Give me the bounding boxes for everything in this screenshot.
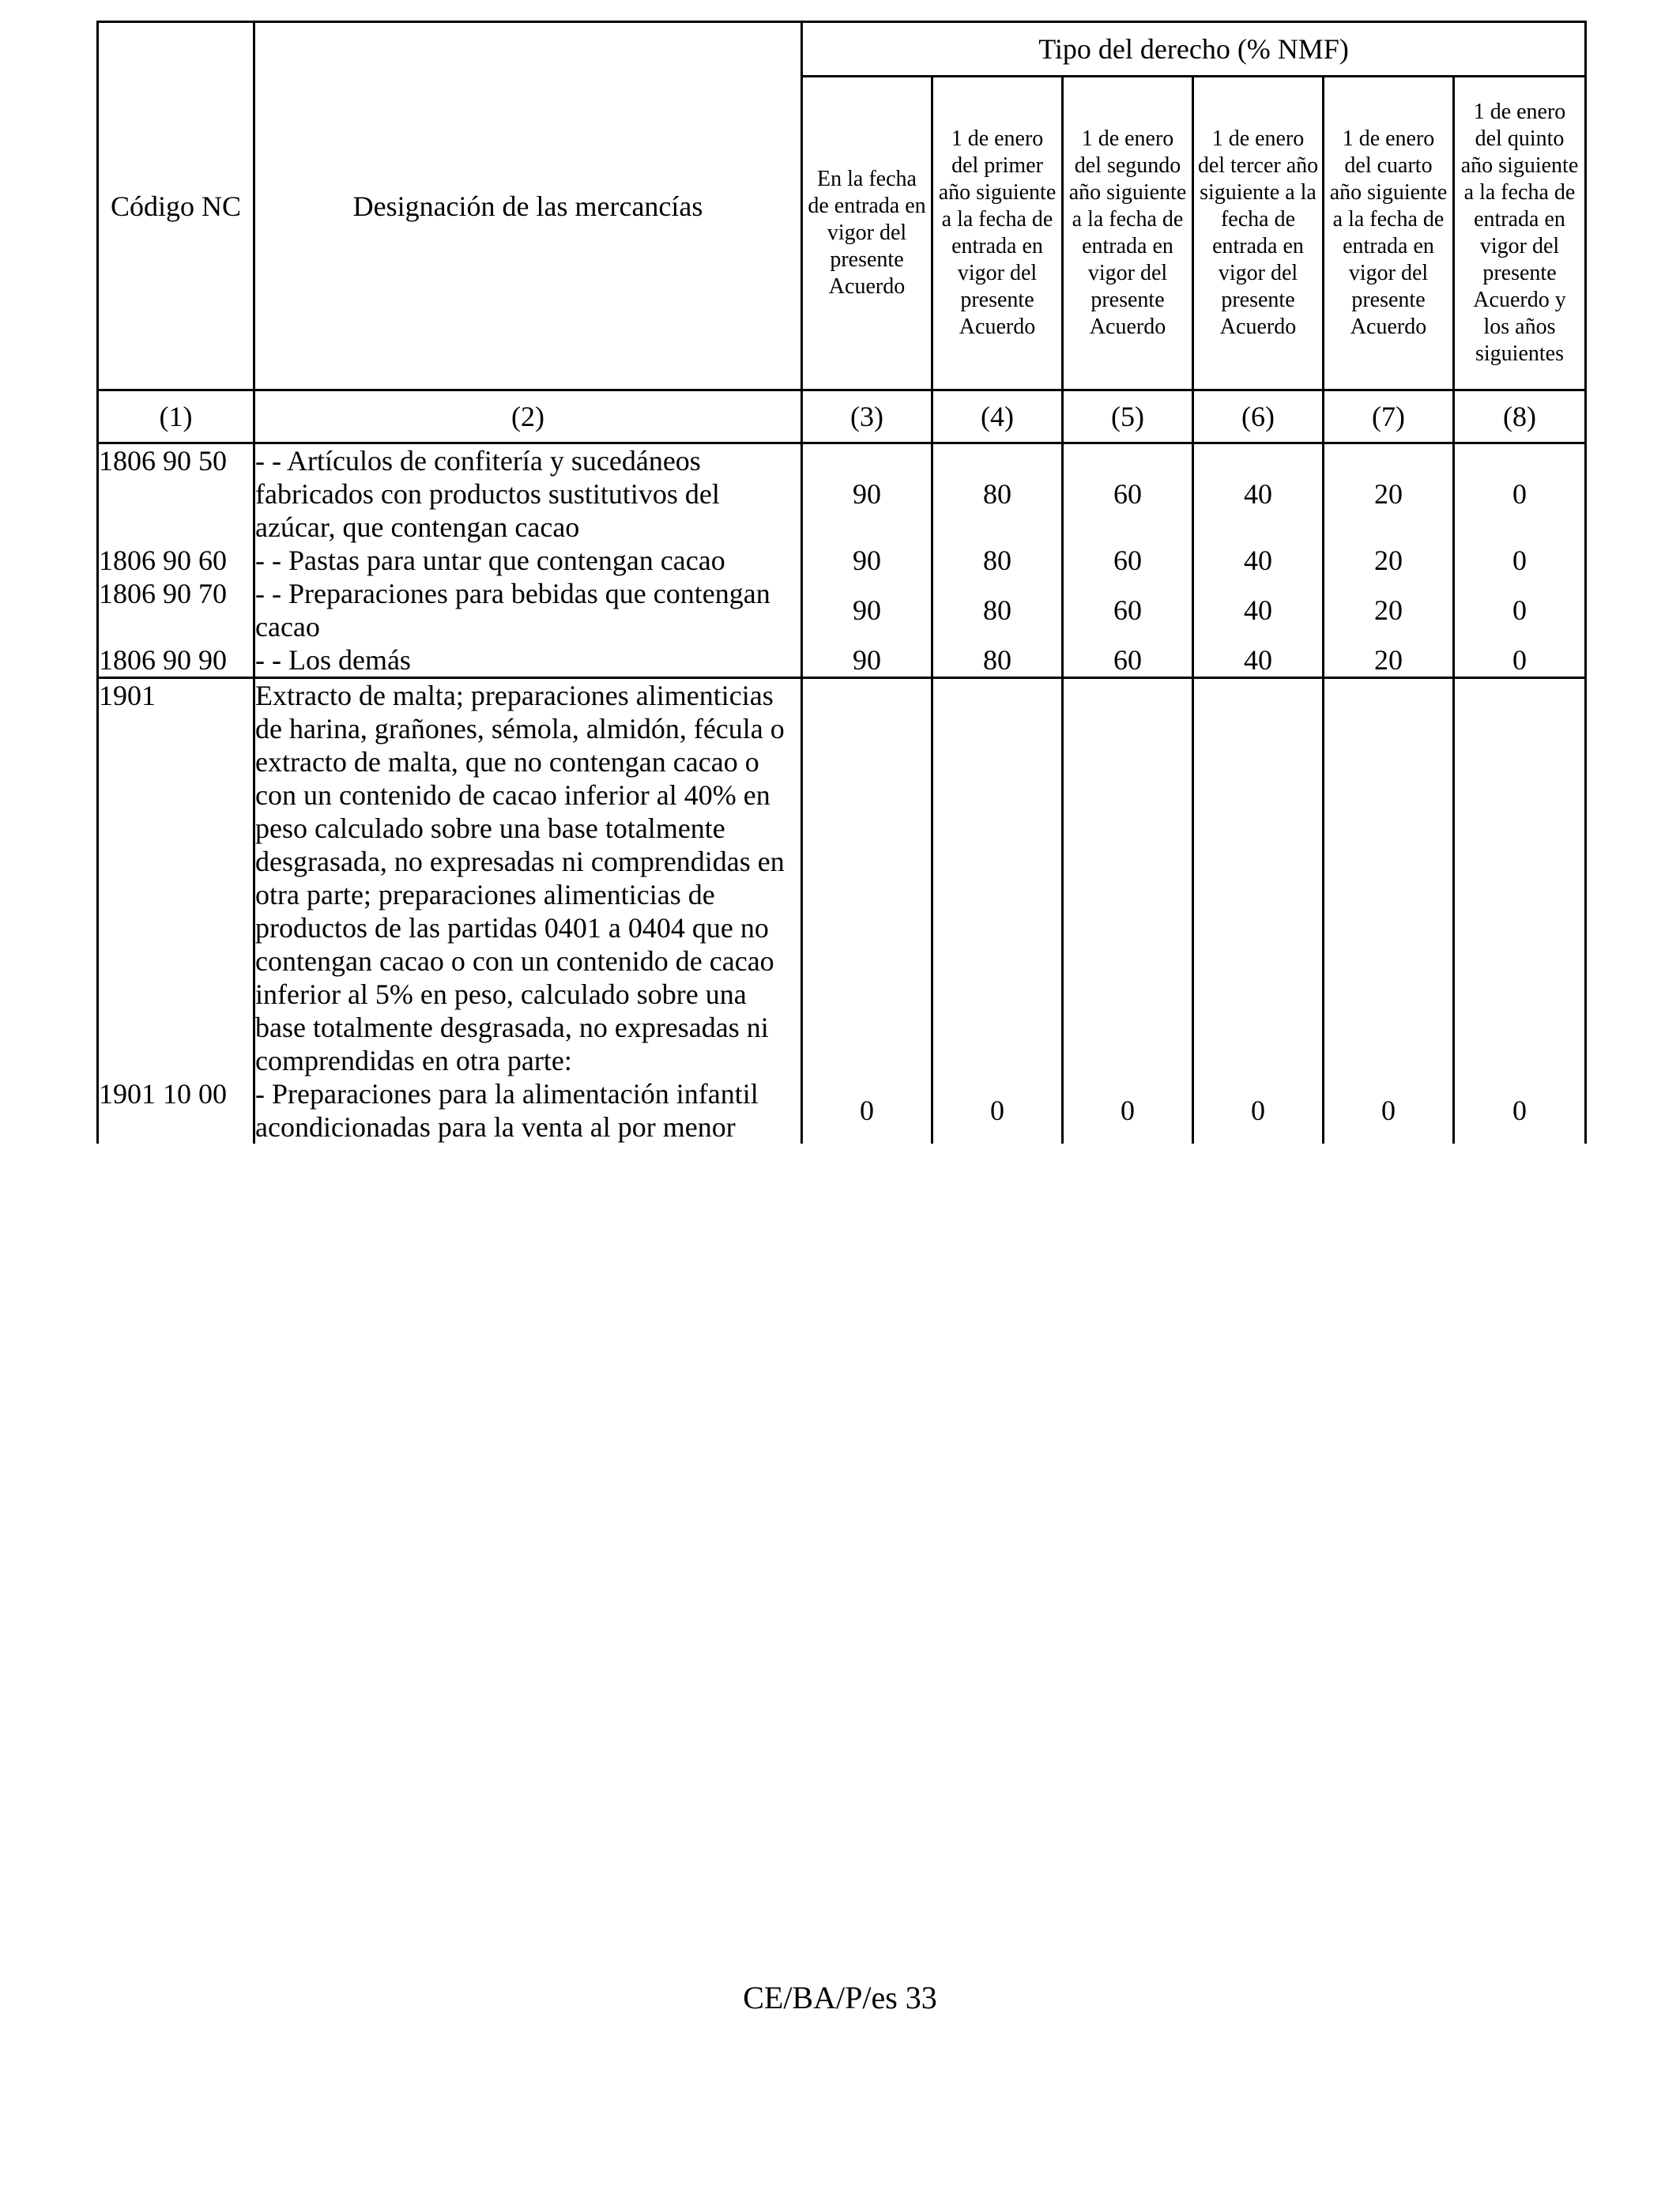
rate-value: 20	[1324, 443, 1454, 545]
rate-value: 60	[1063, 643, 1193, 678]
rate-value: 60	[1063, 577, 1193, 643]
rate-value: 90	[802, 443, 932, 545]
cn-code: 1806 90 50	[98, 443, 254, 545]
table-row	[98, 643, 1586, 678]
rate-value: 0	[1454, 577, 1586, 643]
table-row	[98, 577, 1586, 643]
goods-description: - Preparaciones para la alimentación infantil acondicionadas para la venta al por menor	[254, 1077, 802, 1144]
cn-code: 1901	[98, 678, 254, 1078]
cn-code: 1806 90 90	[98, 643, 254, 678]
cn-code: 1806 90 60	[98, 544, 254, 577]
rate-value: 90	[802, 643, 932, 678]
rate-value	[932, 678, 1063, 1078]
table-row	[98, 544, 1586, 577]
rate-value	[802, 678, 932, 1078]
header-code-nc: Código NC	[98, 22, 254, 390]
column-number-4: (4)	[932, 390, 1063, 443]
rate-value: 80	[932, 577, 1063, 643]
rate-value: 0	[1193, 1077, 1324, 1144]
rate-value: 40	[1193, 577, 1324, 643]
cn-code: 1806 90 70	[98, 577, 254, 643]
rate-value	[1324, 678, 1454, 1078]
header-rate-col-4: 1 de enero del primer año siguiente a la fecha de entrada en vigor del presente Acuerdo	[932, 77, 1063, 390]
header-rate-col-8: 1 de enero del quinto año siguiente a la fecha de entrada en vigor del presente Acuerdo y los años siguientes	[1454, 77, 1586, 390]
column-number-3: (3)	[802, 390, 932, 443]
goods-description: - - Artículos de confitería y sucedáneos fabricados con productos sustitutivos del azúcar, que contengan cacao	[254, 443, 802, 545]
rate-value: 60	[1063, 544, 1193, 577]
header-rate-col-7: 1 de enero del cuarto año siguiente a la fecha de entrada en vigor del presente Acuerdo	[1324, 77, 1454, 390]
goods-description: Extracto de malta; preparaciones alimenticias de harina, grañones, sémola, almidón, fécula o extracto de malta, que no contengan cacao o con un contenido de cacao inferior al 40% en peso calculado sobre una base totalmente desgrasada, no expresadas ni comprendidas en otra parte; preparaciones alimenticias de productos de las partidas 0401 a 0404 que no contengan cacao o con un contenido de cacao inferior al 5% en peso, calculado sobre una base totalmente desgrasada, no expresadas ni comprendidas en otra parte:	[254, 678, 802, 1078]
header-rate-col-5: 1 de enero del segundo año siguiente a la fecha de entrada en vigor del presente Acuerdo	[1063, 77, 1193, 390]
rate-value: 40	[1193, 643, 1324, 678]
rate-value: 0	[1454, 544, 1586, 577]
cn-code: 1901 10 00	[98, 1077, 254, 1144]
tariff-schedule-table	[96, 21, 1587, 1144]
rate-value: 0	[802, 1077, 932, 1144]
header-rate-col-3: En la fecha de entrada en vigor del presente Acuerdo	[802, 77, 932, 390]
rate-value: 80	[932, 443, 1063, 545]
rate-value: 40	[1193, 544, 1324, 577]
rate-value: 90	[802, 577, 932, 643]
rate-value: 0	[1454, 1077, 1586, 1144]
table-row	[98, 678, 1586, 1078]
page-reference: CE/BA/P/es 33	[743, 1980, 937, 2015]
goods-description: - - Preparaciones para bebidas que contengan cacao	[254, 577, 802, 643]
rate-value: 20	[1324, 643, 1454, 678]
rate-value	[1063, 678, 1193, 1078]
table-row	[98, 1077, 1586, 1144]
rate-value: 0	[1063, 1077, 1193, 1144]
header-duty-rate-group: Tipo del derecho (% NMF)	[802, 22, 1586, 77]
rate-value: 0	[1454, 443, 1586, 545]
column-number-2: (2)	[254, 390, 802, 443]
rate-value: 0	[1454, 643, 1586, 678]
column-number-6: (6)	[1193, 390, 1324, 443]
goods-description: - - Los demás	[254, 643, 802, 678]
rate-value: 0	[1324, 1077, 1454, 1144]
rate-value: 80	[932, 544, 1063, 577]
rate-value: 0	[932, 1077, 1063, 1144]
rate-value: 20	[1324, 544, 1454, 577]
column-number-7: (7)	[1324, 390, 1454, 443]
column-number-row	[98, 390, 1586, 443]
column-number-5: (5)	[1063, 390, 1193, 443]
rate-value	[1193, 678, 1324, 1078]
column-number-8: (8)	[1454, 390, 1586, 443]
rate-value: 60	[1063, 443, 1193, 545]
header-description: Designación de las mercancías	[254, 22, 802, 390]
header-rate-col-6: 1 de enero del tercer año siguiente a la fecha de entrada en vigor del presente Acuerdo	[1193, 77, 1324, 390]
column-number-1: (1)	[98, 390, 254, 443]
table-row	[98, 443, 1586, 545]
rate-value: 40	[1193, 443, 1324, 545]
header-row-top	[98, 22, 1586, 77]
rate-value: 80	[932, 643, 1063, 678]
rate-value	[1454, 678, 1586, 1078]
goods-description: - - Pastas para untar que contengan cacao	[254, 544, 802, 577]
rate-value: 20	[1324, 577, 1454, 643]
rate-value: 90	[802, 544, 932, 577]
